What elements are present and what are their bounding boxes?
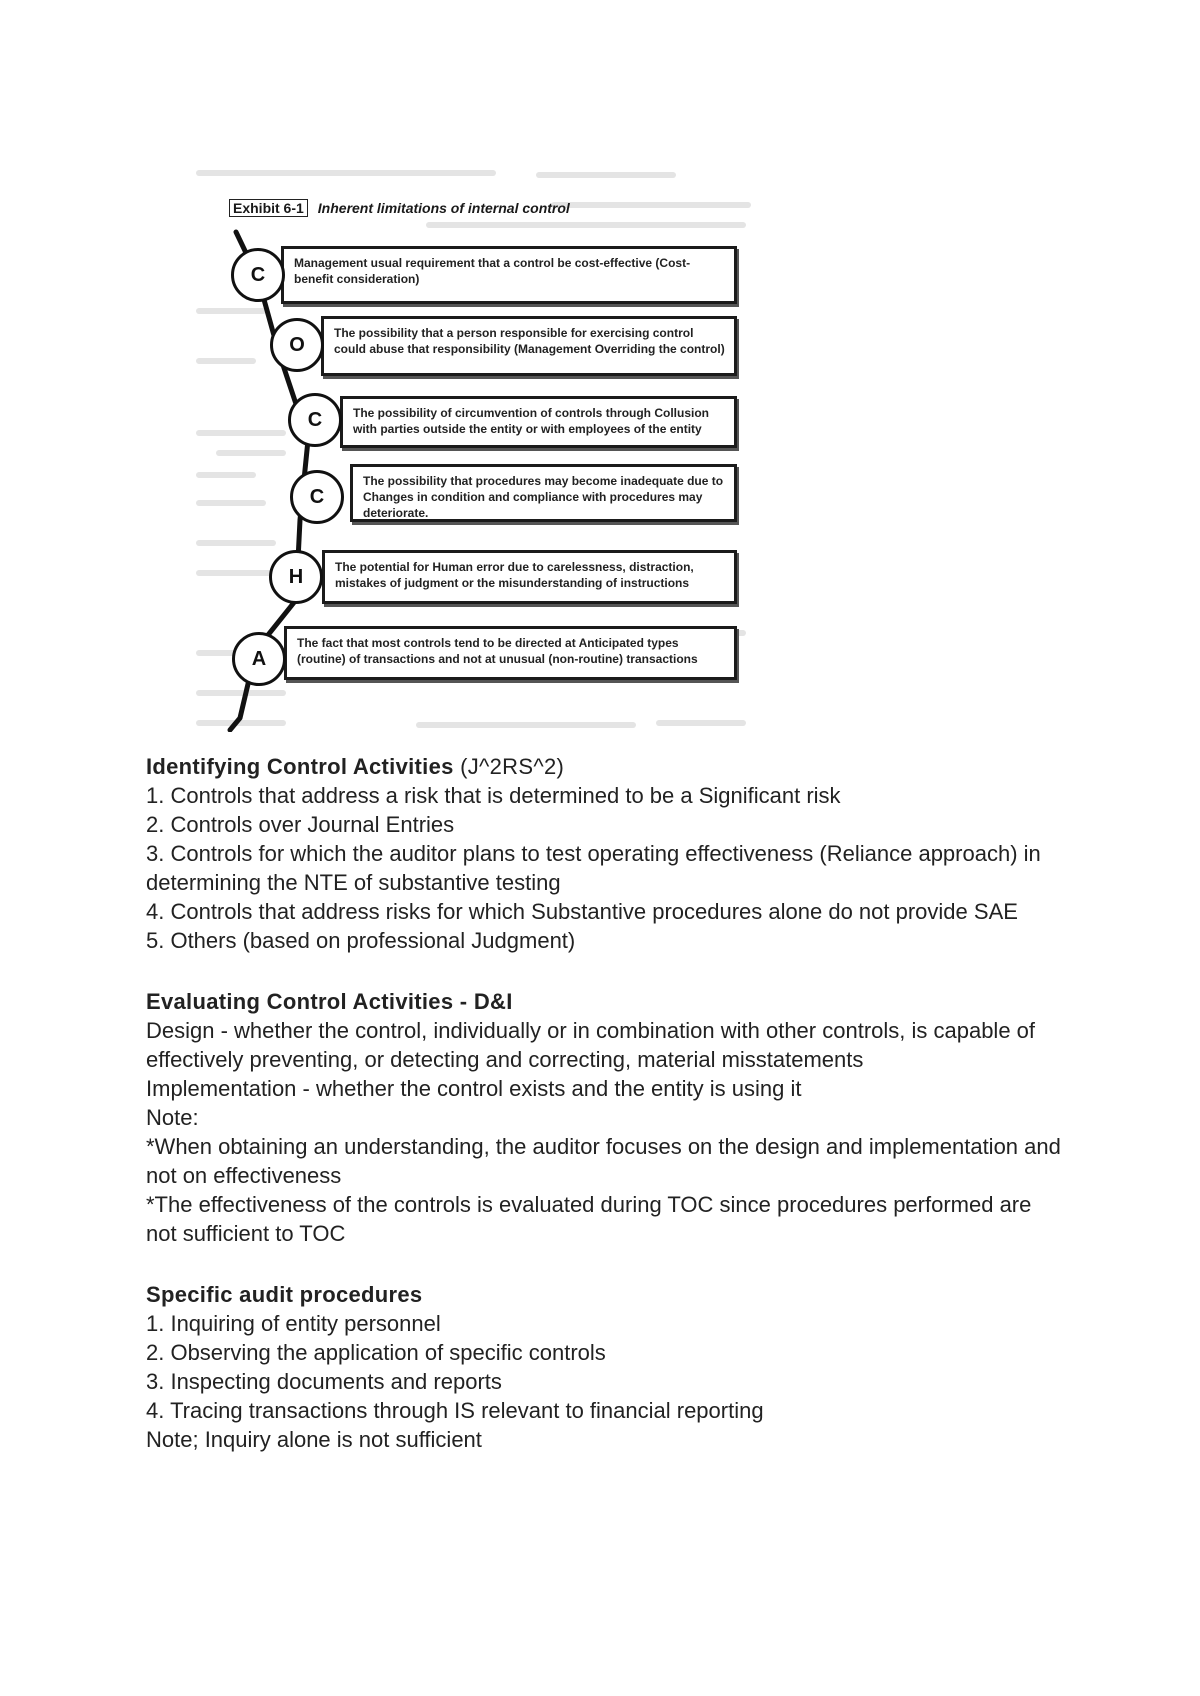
exhibit-box-text: The possibility of circumvention of controls through Collusion with parties outside the entity or with employees of the entity: [353, 406, 710, 436]
exhibit-label: Exhibit 6-1: [229, 199, 308, 217]
identifying-subheading: (J^2RS^2): [460, 754, 565, 779]
notes-body: [146, 752, 1066, 1454]
specific-item: 2. Observing the application of specific controls: [146, 1340, 606, 1365]
identifying-item: 1. Controls that address a risk that is determined to be a Significant risk: [146, 783, 841, 808]
evaluating-note: *The effectiveness of the controls is evaluated during TOC since procedures performed are not sufficient to TOC: [146, 1192, 1032, 1246]
exhibit-box-anticipated: [284, 626, 737, 680]
identifying-item: 5. Others (based on professional Judgment): [146, 928, 576, 953]
exhibit-box-text: The possibility that procedures may become inadequate due to Changes in condition and compliance with procedures may deteriorate.: [363, 474, 724, 520]
specific-heading: Specific audit procedures: [146, 1282, 423, 1307]
specific-item: 3. Inspecting documents and reports: [146, 1369, 502, 1394]
exhibit-circle-c-1: C: [231, 248, 285, 302]
exhibit-box-override: [321, 316, 737, 376]
evaluating-implementation: Implementation - whether the control exists and the entity is using it: [146, 1076, 802, 1101]
specific-note: Note; Inquiry alone is not sufficient: [146, 1427, 482, 1452]
exhibit-circle-h: H: [269, 550, 323, 604]
evaluating-note: *When obtaining an understanding, the auditor focuses on the design and implementation and not on effectiveness: [146, 1134, 1061, 1188]
identifying-heading: Identifying Control Activities (J^2RS^2): [146, 754, 565, 779]
exhibit-circle-c-3: C: [290, 470, 344, 524]
exhibit-circle-c-2: C: [288, 393, 342, 447]
exhibit-box-human-error: [322, 550, 737, 604]
exhibit-box-collusion: [340, 396, 737, 448]
evaluating-heading: Evaluating Control Activities - D&I: [146, 989, 513, 1014]
identifying-item: 3. Controls for which the auditor plans to test operating effectiveness (Reliance approach) in determining the NTE of substantive testing: [146, 841, 1041, 895]
identifying-item: 4. Controls that address risks for which Substantive procedures alone do not provide SAE: [146, 899, 1018, 924]
exhibit-box-changes: [350, 464, 737, 522]
specific-item: 4. Tracing transactions through IS relevant to financial reporting: [146, 1398, 764, 1423]
identifying-item: 2. Controls over Journal Entries: [146, 812, 455, 837]
exhibit-box-text: The possibility that a person responsible for exercising control could abuse that responsibility (Management Overriding the control): [334, 326, 725, 356]
exhibit-box-cost-benefit: [281, 246, 737, 304]
exhibit-box-text: The potential for Human error due to carelessness, distraction, mistakes of judgment or the misunderstanding of instructions: [335, 560, 694, 590]
exhibit-figure: [196, 160, 756, 732]
exhibit-box-text: The fact that most controls tend to be directed at Anticipated types (routine) of transactions and not at unusual (non-routine) transactions: [297, 636, 698, 666]
exhibit-box-text: Management usual requirement that a control be cost-effective (Cost-benefit consideration): [294, 256, 691, 286]
exhibit-circle-o: O: [270, 318, 324, 372]
evaluating-note-label: Note:: [146, 1105, 199, 1130]
specific-item: 1. Inquiring of entity personnel: [146, 1311, 441, 1336]
exhibit-caption: Inherent limitations of internal control: [317, 200, 570, 216]
exhibit-circle-a: A: [232, 632, 286, 686]
evaluating-design: Design - whether the control, individually or in combination with other controls, is capable of effectively preventing, or detecting and correcting, material misstatements: [146, 1018, 1036, 1072]
